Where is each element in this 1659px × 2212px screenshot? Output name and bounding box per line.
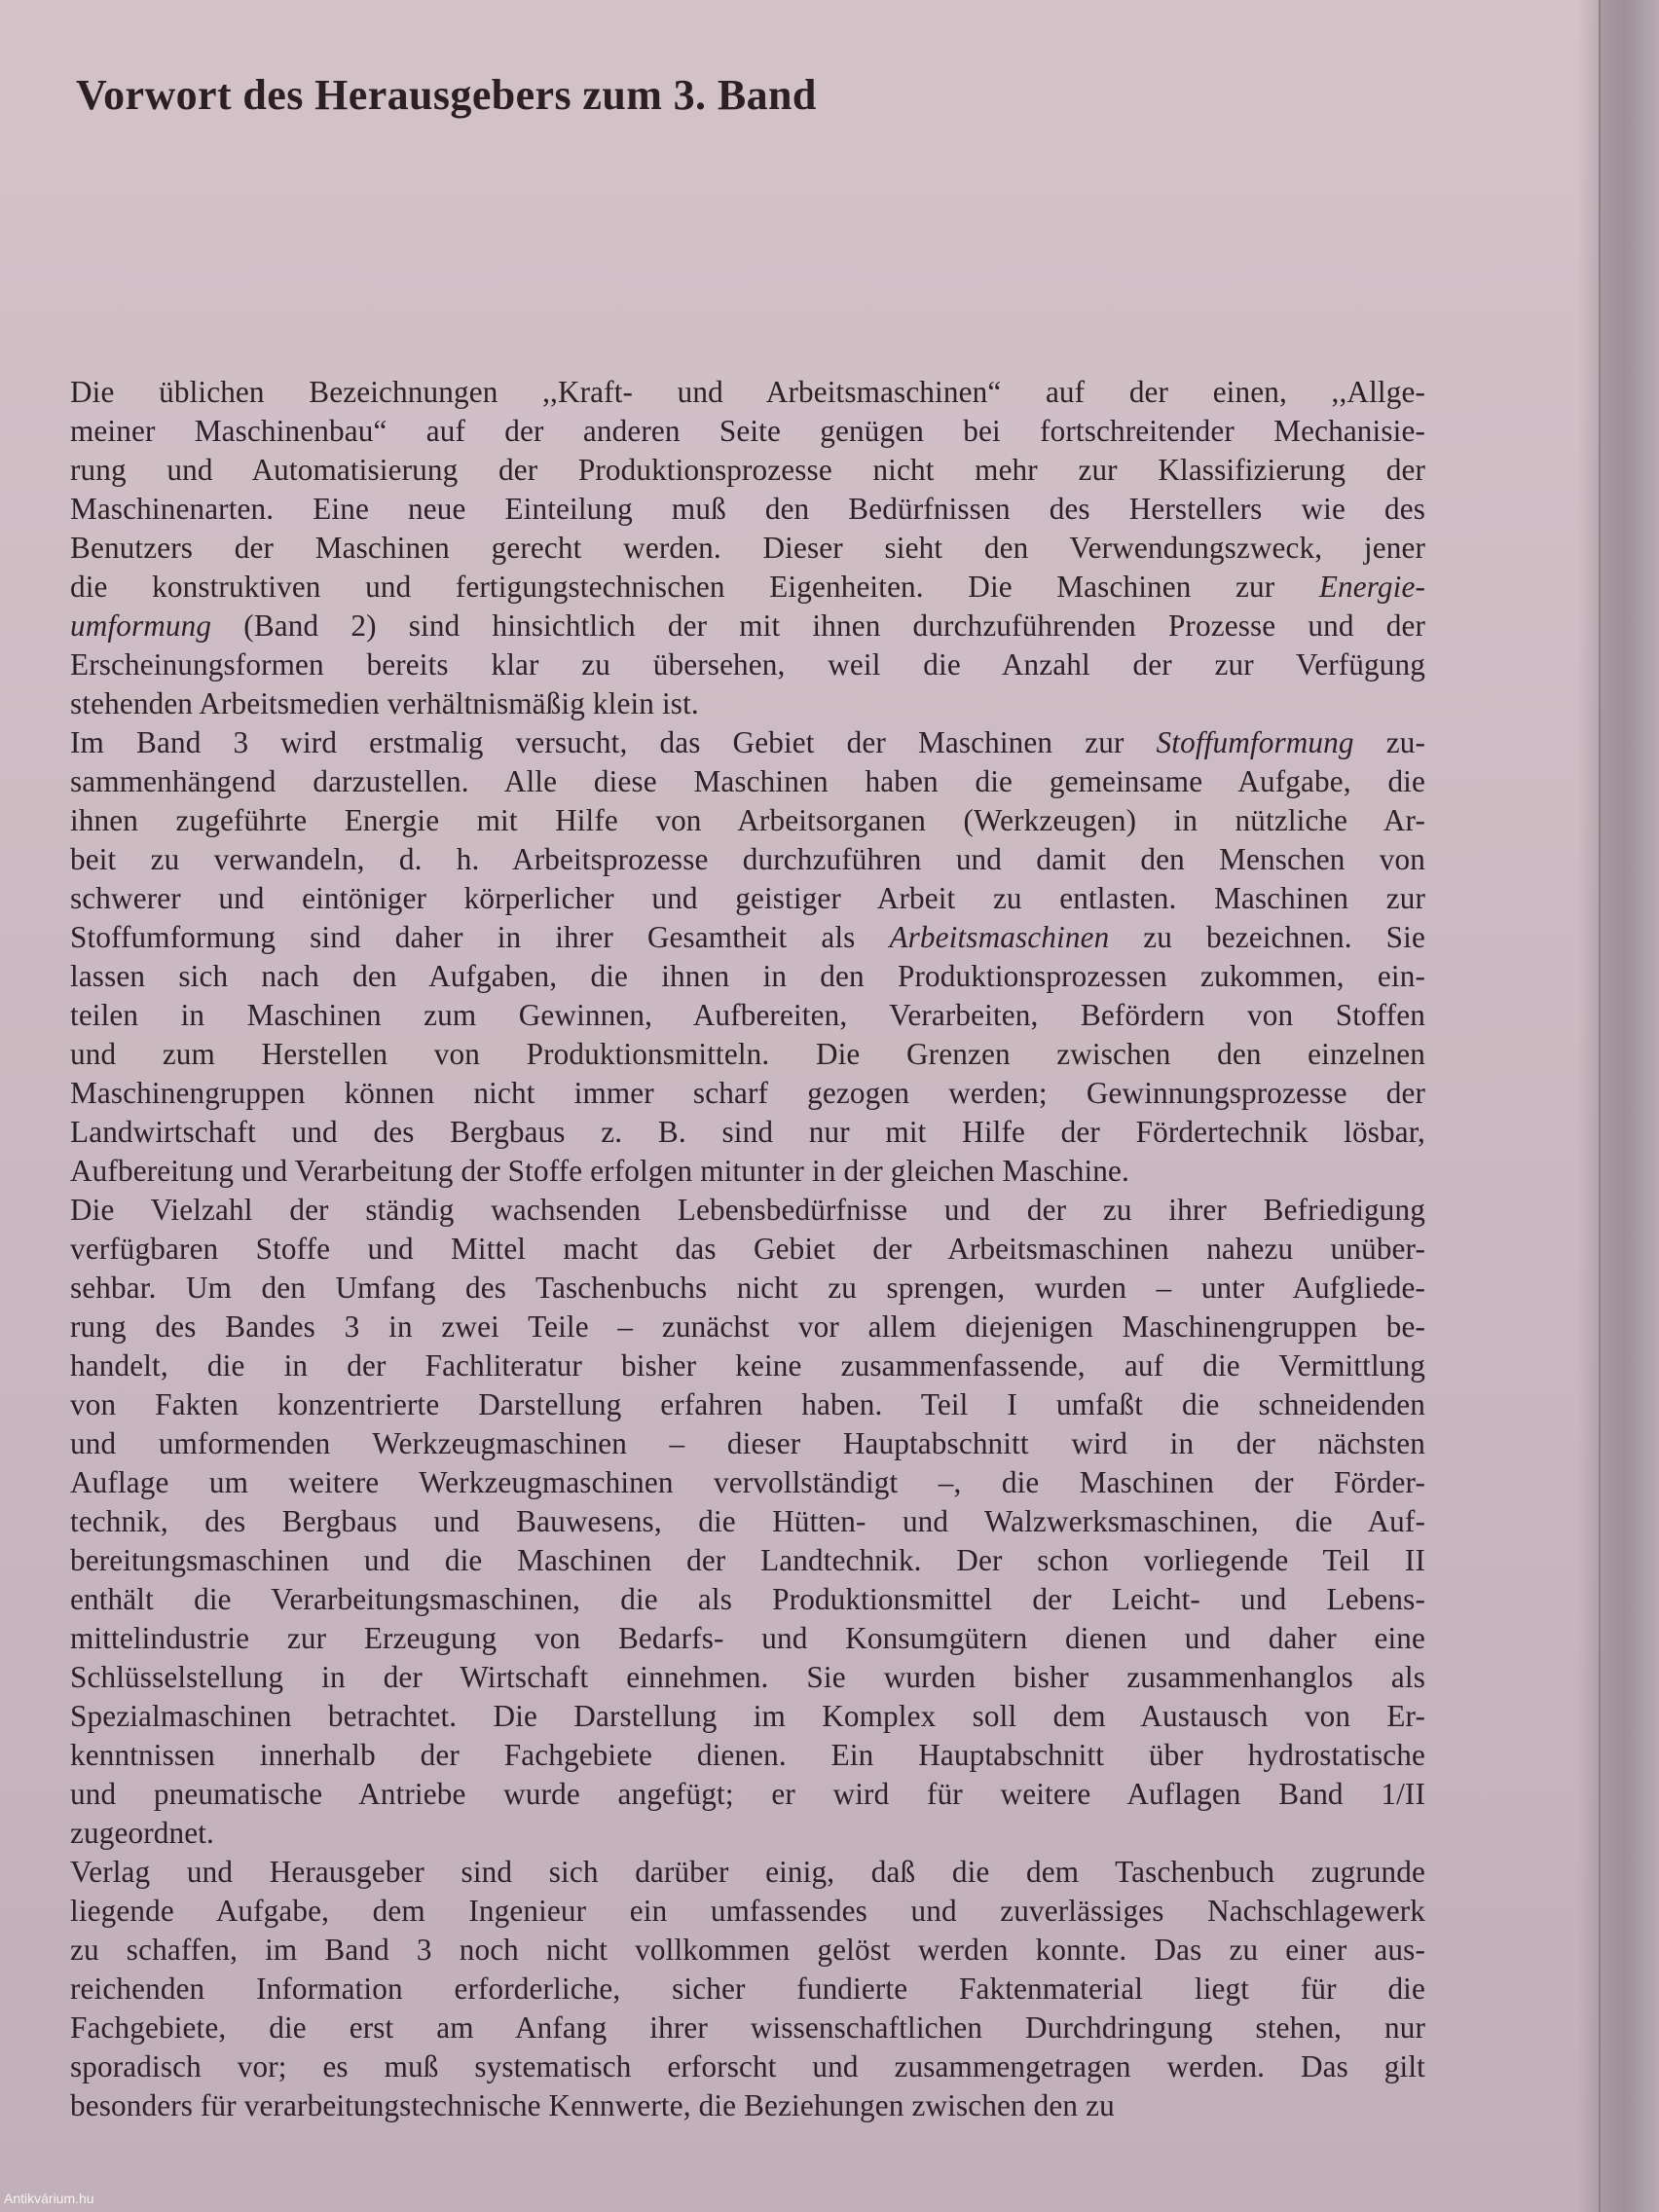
text-line	[70, 1113, 1425, 1152]
line-text: Die Vielzahl der ständig wachsenden Lebensbedürfnisse und der zu ihrer Befriedigung	[70, 1193, 1425, 1227]
line-text: besonders für verarbeitungstechnische Kennwerte, die Beziehungen zwischen den zu	[70, 2088, 1115, 2122]
line-text: lassen sich nach den Aufgaben, die ihnen in den Produktionsprozessen zukommen, ein-	[70, 959, 1425, 993]
text-line	[70, 568, 1425, 607]
text-line	[70, 1308, 1425, 1346]
text-line	[70, 1697, 1425, 1736]
text-line	[70, 1970, 1425, 2009]
page-gutter-shadow	[1577, 0, 1601, 2212]
line-text: Fachgebiete, die erst am Anfang ihrer wissenschaftlichen Durchdringung stehen, nur	[70, 2010, 1425, 2045]
line-text: die konstruktiven und fertigungstechnischen Eigenheiten. Die Maschinen zur	[70, 570, 1319, 604]
line-text: Landwirtschaft und des Bergbaus z. B. sind nur mit Hilfe der Fördertechnik lösbar,	[70, 1115, 1425, 1149]
italic-term: Stoffumformung	[1156, 725, 1354, 759]
text-line	[70, 996, 1425, 1035]
line-text: Erscheinungsformen bereits klar zu übersehen, weil die Anzahl der zur Verfügung	[70, 647, 1425, 682]
text-line	[70, 1035, 1425, 1074]
line-text: liegende Aufgabe, dem Ingenieur ein umfassendes und zuverlässiges Nachschlagewerk	[70, 1894, 1425, 1928]
paragraph	[70, 1191, 1425, 1853]
line-text: zugeordnet.	[70, 1816, 214, 1850]
line-text: Aufbereitung und Verarbeitung der Stoffe erfolgen mitunter in der gleichen Maschine.	[70, 1154, 1129, 1188]
watermark: Antikvárium.hu	[4, 2191, 94, 2206]
line-text: Im Band 3 wird erstmalig versucht, das Gebiet der Maschinen zur	[70, 725, 1157, 759]
text-line	[70, 1230, 1425, 1269]
line-text: Verlag und Herausgeber sind sich darüber einig, daß die dem Taschenbuch zugrunde	[70, 1855, 1425, 1889]
preface-body	[70, 373, 1425, 2125]
text-line	[70, 1658, 1425, 1697]
line-text: kenntnissen innerhalb der Fachgebiete dienen. Ein Hauptabschnitt über hydrostatische	[70, 1738, 1425, 1772]
text-line	[70, 879, 1425, 918]
line-text: Stoffumformung sind daher in ihrer Gesamtheit als	[70, 920, 890, 954]
text-line	[70, 1892, 1425, 1931]
text-line	[70, 762, 1425, 801]
text-line	[70, 1385, 1425, 1424]
line-text: Maschinengruppen können nicht immer scharf gezogen werden; Gewinnungsprozesse der	[70, 1076, 1425, 1110]
line-text: teilen in Maschinen zum Gewinnen, Aufbereiten, Verarbeiten, Befördern von Stoffen	[70, 998, 1425, 1032]
text-line	[70, 1931, 1425, 1970]
italic-term: Arbeitsmaschinen	[889, 920, 1110, 954]
line-text: Auflage um weitere Werkzeugmaschinen vervollständigt –, die Maschinen der Förder-	[70, 1465, 1425, 1499]
text-line	[70, 1814, 1425, 1853]
line-text: Maschinenarten. Eine neue Einteilung muß den Bedürfnissen des Herstellers wie des	[70, 492, 1425, 526]
text-line	[70, 918, 1425, 957]
line-text: Schlüsselstellung in der Wirtschaft einnehmen. Sie wurden bisher zusammenhanglos als	[70, 1660, 1425, 1694]
line-text: Spezialmaschinen betrachtet. Die Darstellung im Komplex soll dem Austausch von Er-	[70, 1699, 1425, 1733]
text-line	[70, 1853, 1425, 1892]
text-line	[70, 1619, 1425, 1658]
line-text: stehenden Arbeitsmedien verhältnismäßig klein ist.	[70, 686, 699, 720]
text-line	[70, 1775, 1425, 1814]
paragraph	[70, 1853, 1425, 2125]
paragraph	[70, 723, 1425, 1191]
text-line	[70, 2009, 1425, 2047]
text-line	[70, 373, 1425, 412]
line-text: zu schaffen, im Band 3 noch nicht vollkommen gelöst werden konnte. Das zu einer aus-	[70, 1933, 1425, 1967]
line-text: rung und Automatisierung der Produktionsprozesse nicht mehr zur Klassifizierung der	[70, 453, 1425, 487]
italic-term: Energie-	[1318, 570, 1425, 604]
line-text: zu bezeichnen. Sie	[1109, 920, 1425, 954]
line-text: schwerer und eintöniger körperlicher und geistiger Arbeit zu entlasten. Maschinen zur	[70, 881, 1425, 915]
text-line	[70, 451, 1425, 490]
text-line	[70, 684, 1425, 723]
line-text: sporadisch vor; es muß systematisch erforscht und zusammengetragen werden. Das gilt	[70, 2049, 1425, 2083]
page-edge	[1599, 0, 1659, 2212]
paragraph	[70, 373, 1425, 723]
line-text: sehbar. Um den Umfang des Taschenbuchs nicht zu sprengen, wurden – unter Aufgliede-	[70, 1271, 1425, 1305]
italic-term: umformung	[70, 608, 212, 643]
line-text: und umformenden Werkzeugmaschinen – dieser Hauptabschnitt wird in der nächsten	[70, 1426, 1425, 1460]
text-line	[70, 1346, 1425, 1385]
line-text: handelt, die in der Fachliteratur bisher keine zusammenfassende, auf die Vermittlung	[70, 1348, 1425, 1382]
text-line	[70, 1541, 1425, 1580]
line-text: meiner Maschinenbau“ auf der anderen Seite genügen bei fortschreitender Mechanisie-	[70, 414, 1425, 448]
line-text: und pneumatische Antriebe wurde angefügt; er wird für weitere Auflagen Band 1/II	[70, 1777, 1425, 1811]
line-text: beit zu verwandeln, d. h. Arbeitsprozesse durchzuführen und damit den Menschen von	[70, 842, 1425, 876]
line-text: und zum Herstellen von Produktionsmitteln. Die Grenzen zwischen den einzelnen	[70, 1037, 1425, 1071]
text-line	[70, 645, 1425, 684]
text-line	[70, 490, 1425, 529]
text-line	[70, 529, 1425, 568]
text-line	[70, 1502, 1425, 1541]
line-text: enthält die Verarbeitungsmaschinen, die als Produktionsmittel der Leicht- und Lebens-	[70, 1582, 1425, 1616]
line-text: bereitungsmaschinen und die Maschinen der Landtechnik. Der schon vorliegende Teil II	[70, 1543, 1425, 1577]
text-line	[70, 1463, 1425, 1502]
text-line	[70, 1191, 1425, 1230]
line-text: Benutzers der Maschinen gerecht werden. Dieser sieht den Verwendungszweck, jener	[70, 531, 1425, 565]
text-line	[70, 840, 1425, 879]
line-text: mittelindustrie zur Erzeugung von Bedarfs- und Konsumgütern dienen und daher eine	[70, 1621, 1425, 1655]
line-text: Die üblichen Bezeichnungen ,,Kraft- und Arbeitsmaschinen“ auf der einen, ,,Allge-	[70, 375, 1425, 409]
text-line	[70, 1269, 1425, 1308]
line-text: sammenhängend darzustellen. Alle diese Maschinen haben die gemeinsame Aufgabe, die	[70, 764, 1425, 798]
text-line	[70, 957, 1425, 996]
line-text: technik, des Bergbaus und Bauwesens, die Hütten- und Walzwerksmaschinen, die Auf-	[70, 1504, 1425, 1538]
text-line	[70, 723, 1425, 762]
text-line	[70, 1580, 1425, 1619]
text-line	[70, 412, 1425, 451]
line-text: reichenden Information erforderliche, sicher fundierte Faktenmaterial liegt für die	[70, 1972, 1425, 2006]
line-text: verfügbaren Stoffe und Mittel macht das Gebiet der Arbeitsmaschinen nahezu unüber-	[70, 1232, 1425, 1266]
text-line	[70, 2086, 1425, 2125]
text-line	[70, 2047, 1425, 2086]
text-line	[70, 607, 1425, 645]
line-text: zu-	[1353, 725, 1425, 759]
line-text: ihnen zugeführte Energie mit Hilfe von Arbeitsorganen (Werkzeugen) in nützliche Ar-	[70, 803, 1425, 837]
text-line	[70, 1152, 1425, 1191]
line-text: (Band 2) sind hinsichtlich der mit ihnen durchzuführenden Prozesse und der	[211, 608, 1425, 643]
text-line	[70, 1074, 1425, 1113]
line-text: rung des Bandes 3 in zwei Teile – zunächst vor allem diejenigen Maschinengruppen be-	[70, 1309, 1425, 1344]
text-line	[70, 801, 1425, 840]
text-line	[70, 1736, 1425, 1775]
text-line	[70, 1424, 1425, 1463]
line-text: von Fakten konzentrierte Darstellung erfahren haben. Teil I umfaßt die schneidenden	[70, 1387, 1425, 1421]
page-title: Vorwort des Herausgebers zum 3. Band	[76, 71, 817, 119]
